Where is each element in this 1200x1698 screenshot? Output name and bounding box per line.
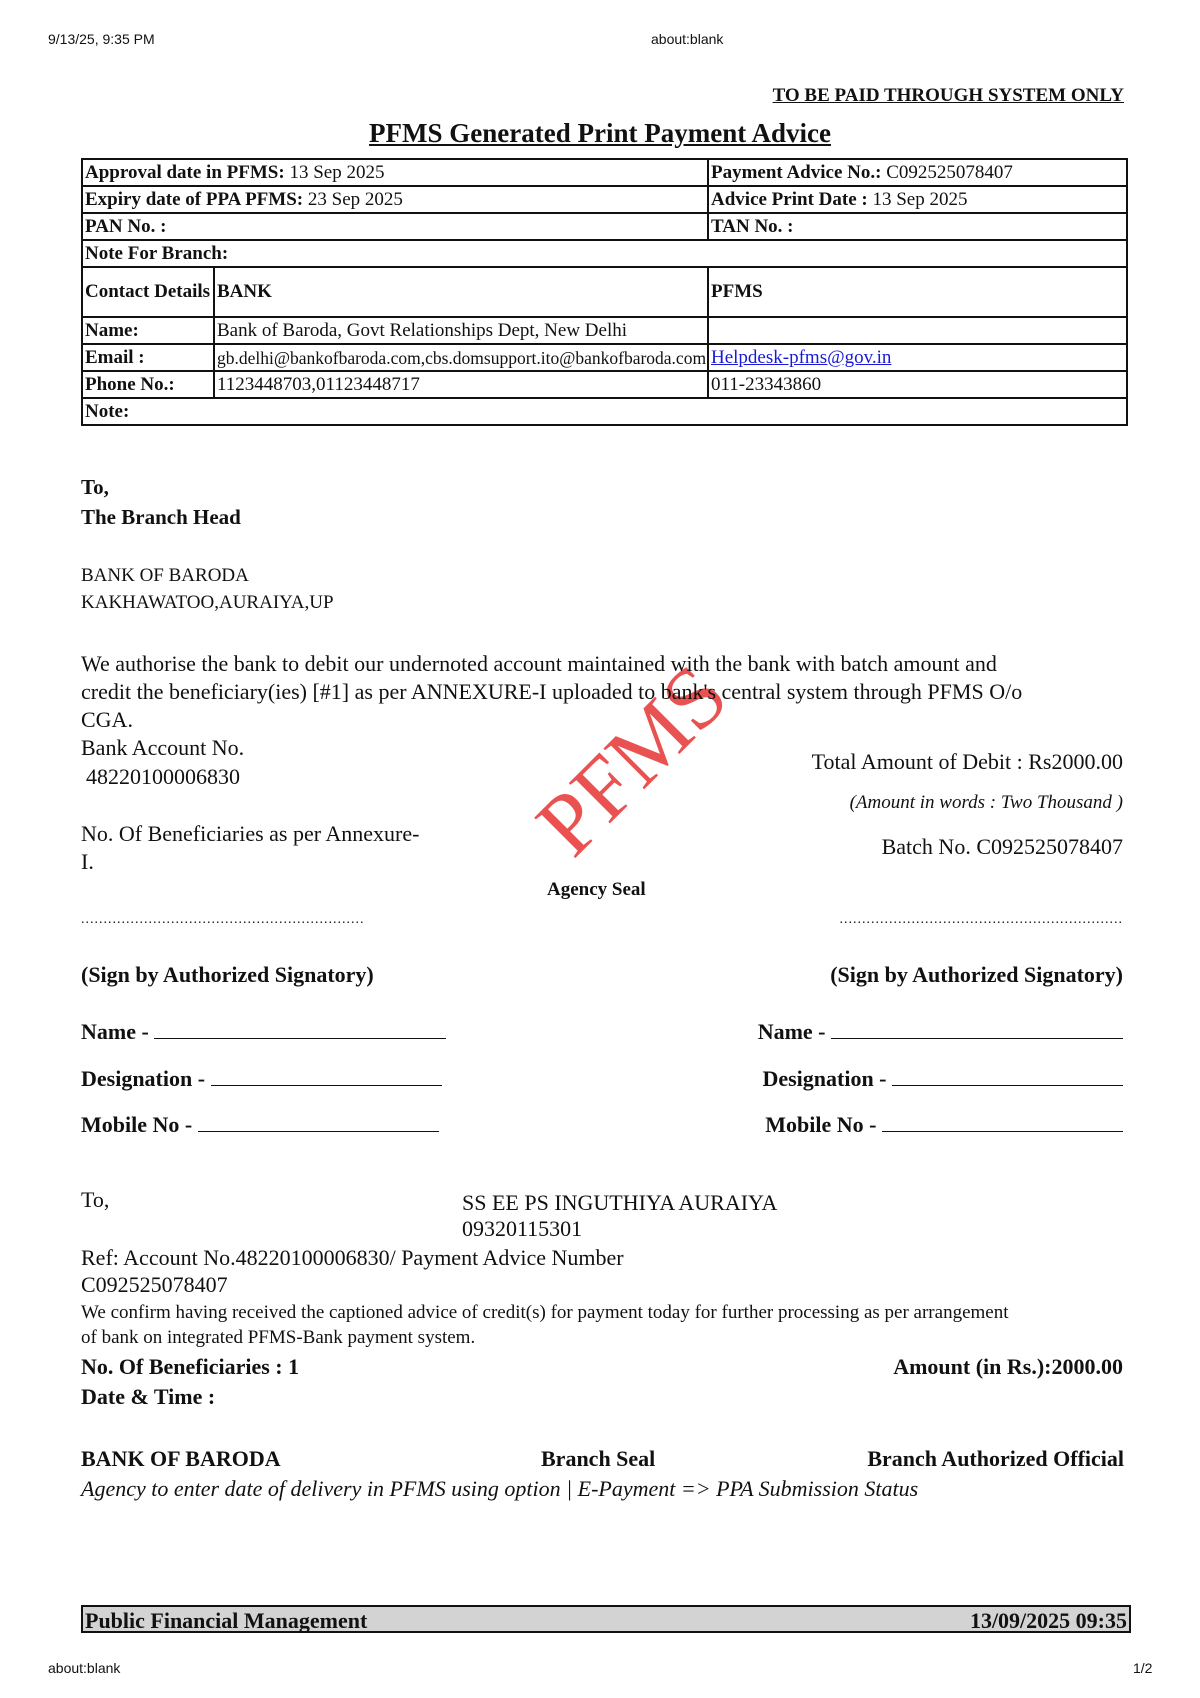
name-line-right [831,1020,1123,1039]
pfms-email-cell [708,344,1127,371]
contact-phone-row [82,371,1127,398]
signatory-designation-left: Designation - [81,1066,442,1092]
approval-row [82,159,1127,186]
signatory-mobile-right: Mobile No - [765,1112,1123,1138]
payment-info-table [81,158,1128,426]
agency-seal-label: Agency Seal [547,879,646,900]
recipient-code: 09320115301 [462,1216,583,1241]
phone-label: Phone No.: [82,371,214,398]
print-url-top: about:blank [651,31,724,47]
print-datetime: 9/13/25, 9:35 PM [48,31,155,47]
expiry-row [82,186,1127,213]
confirm-line-1: We confirm having received the captioned advice of credit(s) for payment today for further processing as per arrangement [81,1302,1009,1323]
branch-authorized-official: Branch Authorized Official [867,1446,1124,1471]
payment-advice-cell: Payment Advice No.: C092525078407 [708,159,1127,186]
approval-date-cell: Approval date in PFMS: 13 Sep 2025 [82,159,708,186]
batch-number: Batch No. C092525078407 [881,834,1123,859]
expiry-date-cell: Expiry date of PPA PFMS: 23 Sep 2025 [82,186,708,213]
mobile-line-right [882,1113,1123,1132]
tan-cell: TAN No. : [708,213,1127,240]
footer-bar [81,1605,1131,1633]
bank-column-header: BANK [214,267,708,317]
signature-dots-right: ............................................................... [839,912,1123,927]
email-label: Email : [82,344,214,371]
signatory-designation-right: Designation - [762,1066,1123,1092]
recipient-name: SS EE PS INGUTHIYA AURAIYA [462,1190,778,1215]
bank-name-value: Bank of Baroda, Govt Relationships Dept, New Delhi [214,317,708,344]
note-row [82,398,1127,425]
footer-left-text: Public Financial Management [85,1608,368,1633]
contact-details-label: Contact Details [82,267,214,317]
ref-line-1: Ref: Account No.48220100006830/ Payment Advice Number [81,1245,624,1270]
bank-phone-value: 1123448703,01123448717 [214,371,708,398]
amount-in-words: (Amount in words : Two Thousand ) [849,792,1123,813]
footer-datetime: 13/09/2025 09:35 [969,1608,1127,1633]
mobile-line-left [198,1113,439,1132]
name-line-left [154,1020,446,1039]
designation-line-left [211,1067,442,1086]
beneficiaries-annexure-line-1: No. Of Beneficiaries as per Annexure- [81,821,420,846]
bank-account-value: 48220100006830 [86,764,240,789]
contact-name-row [82,317,1127,344]
pfms-name-value [708,317,1127,344]
advice-print-date-cell: Advice Print Date : 13 Sep 2025 [708,186,1127,213]
pan-cell: PAN No. : [82,213,708,240]
note-cell: Note: [82,398,1127,425]
branch-seal-label: Branch Seal [541,1446,656,1471]
bank-location: KAKHAWATOO,AURAIYA,UP [81,592,334,613]
signatory-name-right: Name - [758,1019,1123,1045]
note-for-branch-row [82,240,1127,267]
name-label: Name: [82,317,214,344]
note-for-branch-cell: Note For Branch: [82,240,1127,267]
authorise-line-3: CGA. [81,707,133,732]
ack-amount: Amount (in Rs.):2000.00 [893,1354,1123,1379]
ack-date-time: Date & Time : [81,1384,216,1409]
contact-header-row [82,267,1127,317]
signatory-mobile-left: Mobile No - [81,1112,439,1138]
pfms-email-link[interactable]: Helpdesk-pfms@gov.in [711,346,892,368]
pfms-phone-value: 011-23343860 [708,371,1127,398]
sign-label-left: (Sign by Authorized Signatory) [81,962,374,987]
signature-dots-left: ............................................................... [81,912,365,927]
ack-beneficiaries: No. Of Beneficiaries : 1 [81,1354,300,1379]
ref-line-2: C092525078407 [81,1272,228,1297]
authorise-line-2: credit the beneficiary(ies) [#1] as per ANNEXURE-I uploaded to bank's central system through PFMS O/o [81,679,1023,704]
print-page-number: 1/2 [1133,1660,1153,1676]
contact-email-row [82,344,1127,371]
pfms-watermark: PFMS [518,646,747,875]
branch-head: The Branch Head [81,505,241,529]
beneficiaries-annexure-line-2: I. [81,849,94,874]
letter-to: To, [81,475,109,499]
designation-line-right [892,1067,1123,1086]
pfms-column-header: PFMS [708,267,1127,317]
bank-account-label: Bank Account No. [81,735,245,760]
confirm-line-2: of bank on integrated PFMS-Bank payment system. [81,1327,476,1348]
sign-label-right: (Sign by Authorized Signatory) [830,962,1123,987]
paid-through-system-note: TO BE PAID THROUGH SYSTEM ONLY [772,85,1124,106]
bank-name: BANK OF BARODA [81,565,249,586]
authorise-line-1: We authorise the bank to debit our undernoted account maintained with the bank with batch amount and [81,651,997,676]
pan-tan-row [82,213,1127,240]
ack-bank: BANK OF BARODA [81,1446,281,1471]
bank-email-value: gb.delhi@bankofbaroda.com,cbs.domsupport.ito@bankofbaroda.com [214,344,708,371]
print-url-bottom: about:blank [48,1660,121,1676]
page-title: PFMS Generated Print Payment Advice [369,118,831,148]
signatory-name-left: Name - [81,1019,446,1045]
delivery-note: Agency to enter date of delivery in PFMS using option | E-Payment => PPA Submission Status [81,1476,919,1501]
ack-to: To, [81,1187,110,1212]
total-debit-amount: Total Amount of Debit : Rs2000.00 [811,749,1123,774]
